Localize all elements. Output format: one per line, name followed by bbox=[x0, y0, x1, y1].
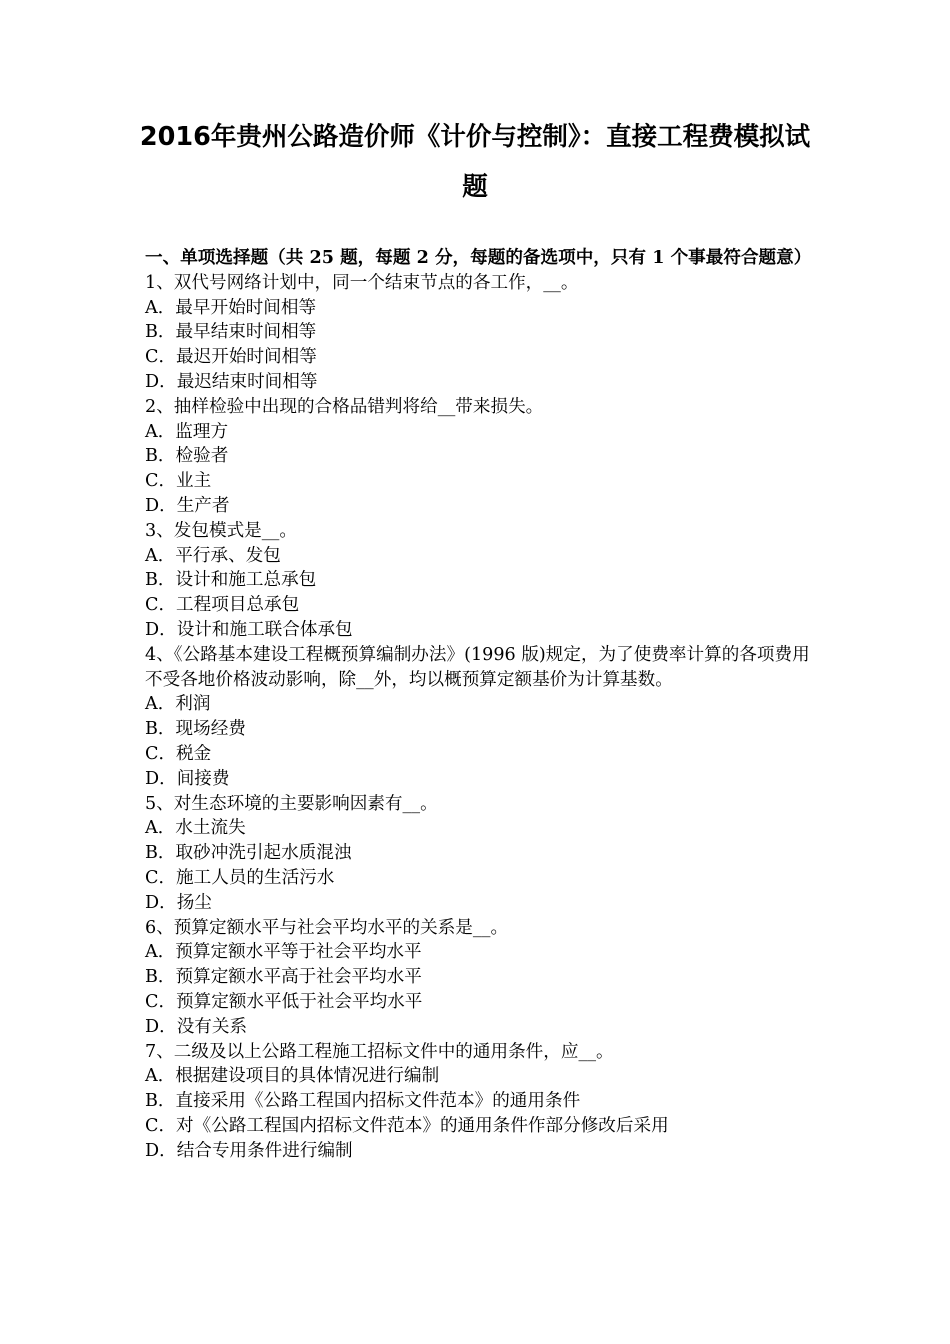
question-4 bbox=[145, 643, 811, 792]
question-stem: 1、双代号网络计划中，同一个结束节点的各工作，__。 bbox=[145, 272, 579, 293]
question-stem: 4、《公路基本建设工程概预算编制办法》(1996 版)规定，为了使费率计算的各项费用不受各地价格波动影响，除__外，均以概预算定额基价为计算基数。 bbox=[145, 644, 810, 690]
option-c: C．预算定额水平低于社会平均水平 bbox=[145, 991, 423, 1012]
option-d: D．间接费 bbox=[145, 768, 230, 789]
option-c: C．业主 bbox=[145, 471, 212, 492]
option-c: C．施工人员的生活污水 bbox=[145, 867, 335, 888]
question-7 bbox=[145, 1040, 811, 1164]
option-d: D．没有关系 bbox=[145, 1016, 248, 1037]
option-d: D．生产者 bbox=[145, 495, 230, 516]
option-b: B．直接采用《公路工程国内招标文件范本》的通用条件 bbox=[145, 1091, 581, 1112]
section-heading: 一、单项选择题（共 25 题，每题 2 分，每题的备选项中，只有 1 个事最符合题意） bbox=[145, 247, 812, 268]
option-a: A．预算定额水平等于社会平均水平 bbox=[145, 942, 422, 963]
option-b: B．取砂冲洗引起水质混浊 bbox=[145, 843, 352, 864]
option-b: B．现场经费 bbox=[145, 719, 246, 740]
option-b: B．最早结束时间相等 bbox=[145, 322, 317, 343]
option-d: D．设计和施工联合体承包 bbox=[145, 619, 353, 640]
option-d: D．扬尘 bbox=[145, 892, 212, 913]
question-stem: 5、对生态环境的主要影响因素有__。 bbox=[145, 793, 438, 814]
option-c: C．对《公路工程国内招标文件范本》的通用条件作部分修改后采用 bbox=[145, 1115, 669, 1136]
option-c: C．税金 bbox=[145, 743, 212, 764]
option-a: A．最早开始时间相等 bbox=[145, 297, 317, 318]
question-stem: 3、发包模式是__。 bbox=[145, 520, 297, 541]
question-stem: 6、预算定额水平与社会平均水平的关系是__。 bbox=[145, 917, 509, 938]
question-1 bbox=[145, 271, 811, 395]
option-a: A．水土流失 bbox=[145, 818, 246, 839]
document-body bbox=[145, 246, 811, 1163]
option-b: B．设计和施工总承包 bbox=[145, 570, 317, 591]
option-c: C．最迟开始时间相等 bbox=[145, 347, 317, 368]
question-3 bbox=[145, 519, 811, 643]
option-c: C．工程项目总承包 bbox=[145, 595, 300, 616]
option-a: A．平行承、发包 bbox=[145, 545, 281, 566]
option-a: A．根据建设项目的具体情况进行编制 bbox=[145, 1066, 440, 1087]
document-title bbox=[120, 112, 830, 212]
document-title-line-1: 2016年贵州公路造价师《计价与控制》：直接工程费模拟试 bbox=[139, 122, 811, 152]
question-2 bbox=[145, 395, 811, 519]
option-a: A．利润 bbox=[145, 694, 211, 715]
option-b: B．检验者 bbox=[145, 446, 229, 467]
question-stem: 2、抽样检验中出现的合格品错判将给__带来损失。 bbox=[145, 396, 544, 417]
option-b: B．预算定额水平高于社会平均水平 bbox=[145, 967, 422, 988]
question-5 bbox=[145, 792, 811, 916]
question-stem: 7、二级及以上公路工程施工招标文件中的通用条件，应__。 bbox=[145, 1041, 614, 1062]
option-a: A．监理方 bbox=[145, 421, 229, 442]
option-d: D．最迟结束时间相等 bbox=[145, 371, 318, 392]
document-title-line-2: 题 bbox=[462, 172, 488, 202]
option-d: D．结合专用条件进行编制 bbox=[145, 1140, 353, 1161]
question-6 bbox=[145, 916, 811, 1040]
